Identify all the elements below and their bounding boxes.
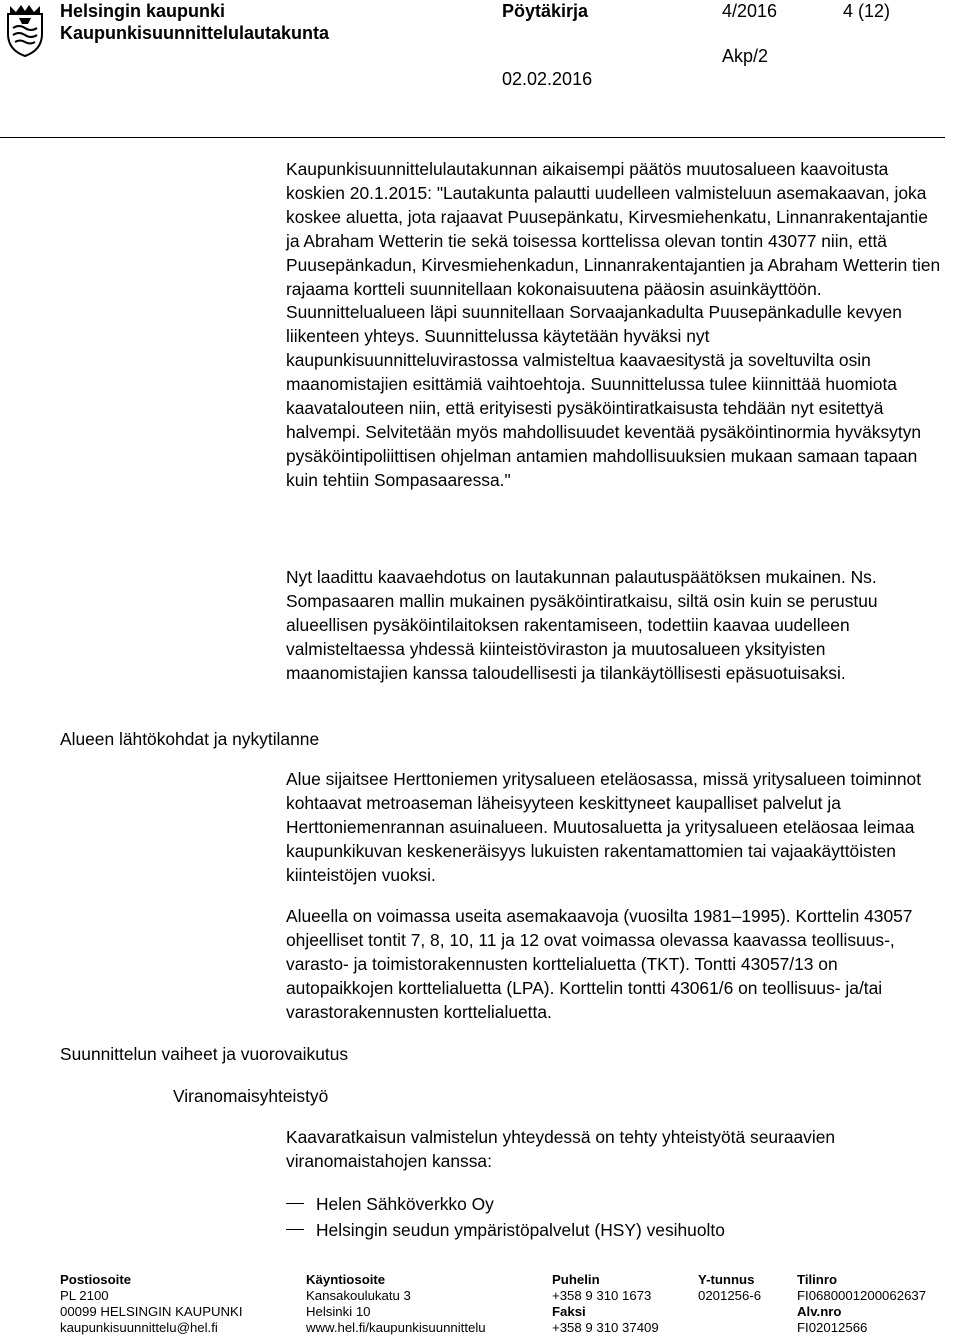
side-heading-authorities: Viranomaisyhteistyö — [173, 1086, 329, 1106]
doc-number: 4/2016 — [722, 1, 778, 21]
side-heading-background: Alueen lähtökohdat ja nykytilanne — [60, 729, 320, 749]
page-number: 4 (12) — [843, 1, 891, 21]
footer-visit-street: Kansakoulukatu 3 — [306, 1288, 411, 1303]
section-code: Akp/2 — [722, 46, 769, 66]
footer-phone-number: +358 9 310 1673 — [552, 1288, 652, 1303]
meeting-date: 02.02.2016 — [502, 69, 593, 89]
footer-website-link[interactable]: www.hel.fi/kaupunkisuunnittelu — [306, 1320, 486, 1335]
footer-ytunnus-value: 0201256-6 — [698, 1288, 762, 1303]
footer-visit-city: Helsinki 10 — [306, 1304, 371, 1319]
list-item: Helsingin seudun ympäristöpalvelut (HSY) vesihuolto — [286, 1217, 946, 1243]
footer-postal-box: PL 2100 — [60, 1288, 109, 1303]
dash-bullet — [286, 1203, 304, 1204]
authorities-list — [286, 1191, 946, 1243]
footer-alv-title: Alv.nro — [797, 1304, 842, 1319]
doc-type: Pöytäkirja — [502, 1, 589, 21]
footer-email-link[interactable]: kaupunkisuunnittelu@hel.fi — [60, 1320, 218, 1335]
dash-bullet — [286, 1229, 304, 1230]
footer-ytunnus-title: Y-tunnus — [698, 1272, 755, 1287]
paragraph-cooperation: Kaavaratkaisun valmistelun yhteydessä on tehty yhteistyötä seuraavien viranomaistahojen kanssa: — [286, 1127, 836, 1171]
helsinki-crest-logo — [0, 0, 50, 58]
paragraph-area-location: Alue sijaitsee Herttoniemen yritysalueen eteläosassa, missä yritysalueen toiminnot kohtaavat metroaseman läheisyyteen keskittyneet kaupalliset palvelut ja Herttoniemenrannan asuinalueen. Muutosaluetta ja yritysalueen eteläosaa leimaa kaupunkikuvan keskeneräisyys lukuisten rakentamattomien tai vajaakäyttöisten kiinteistöjen vuoksi. — [286, 769, 922, 885]
footer-account-title: Tilinro — [797, 1272, 838, 1287]
footer-visit-title: Käyntiosoite — [306, 1272, 386, 1287]
footer-phone-title: Puhelin — [552, 1272, 600, 1287]
list-item: Helen Sähköverkko Oy — [286, 1191, 946, 1217]
footer-alv-number: FI02012566 — [797, 1320, 868, 1335]
footer-account-number: FI0680001200062637 — [797, 1288, 927, 1303]
footer-fax-title: Faksi — [552, 1304, 586, 1319]
paragraph-current-plans: Alueella on voimassa useita asemakaavoja (vuosilta 1981–1995). Korttelin 43057 ohjeelliset tontit 7, 8, 10, 11 ja 12 ovat voimassa olevassa kaavassa teollisuus-, varasto- ja toimistorakennusten korttelialuetta (TKT). Tontti 43057/13 on autopaikkojen korttelialuetta (LPA). Korttelin tontti 43061/6 on teollisuus- ja/tai varastorakennusten korttelialuetta. — [286, 906, 913, 1022]
footer-postal-title: Postiosoite — [60, 1272, 132, 1287]
committee-name: Kaupunkisuunnittelulautakunta — [60, 23, 330, 43]
footer-fax-number: +358 9 310 37409 — [552, 1320, 659, 1335]
header-rule — [0, 137, 945, 138]
paragraph-proposal: Nyt laadittu kaavaehdotus on lautakunnan palautuspäätöksen mukainen. Ns. Sompasaaren mallin mukainen pysäköintiratkaisu, siltä osin kuin se perustuu alueellisen pysäköintilaitoksen rakentamiseen, todettiin kaavaa uudelleen valmisteltaessa yhdessä kiinteistöviraston ja muutosalueen yksityisten maanomistajien kanssa taloudellisesti ja tilankäytöllisesti epäsuotuisaksi. — [286, 567, 878, 683]
side-heading-phases: Suunnittelun vaiheet ja vuorovaikutus — [60, 1044, 349, 1064]
footer-postal-city: 00099 HELSINGIN KAUPUNKI — [60, 1304, 243, 1319]
paragraph-previous-decision: Kaupunkisuunnittelulautakunnan aikaisempi päätös muutosalueen kaavoitusta koskien 20.1.2015: "Lautakunta palautti uudelleen valmisteluun asemakaavan, joka koskee aluetta, jota rajaavat Puusepänkatu, Kirvesmiehenkatu, Linnanrakentajantie ja Abraham Wetterin tie sekä toisessa korttelissa olevan tontin 43077 niin, että Puusepänkadun, Kirvesmiehenkadun, Linnanrakentajantien ja Abraham Wetterin tien rajaama kortteli suunnitellaan kokonaisuutena pääosin asuinkäyttöön. Suunnittelualueen läpi suunnitellaan Sorvaajankadulta Puusepänkadulle kevyen liikenteen yhteys. Suunnittelussa käytetään hyväksi nyt kaupunkisuunnitteluvirastossa valmisteltua kaavaesitystä ja soveltuvilta osin maanomistajien esittämiä vaihtoehtoja. Suunnittelussa tulee kiinnittää huomiota kaavatalouteen niin, että erityisesti pysäköintiratkaisusta tehdään nyt esitettyä halvempi. Selvitetään myös mahdollisuudet keventää pysäköintinormia hyväksytyn pysäköintipoliittisen ohjelman antamien mahdollisuuksien mukaan samaan tapaan kuin tehtiin Sompasaaressa." — [286, 159, 941, 490]
city-name: Helsingin kaupunki — [60, 1, 226, 21]
